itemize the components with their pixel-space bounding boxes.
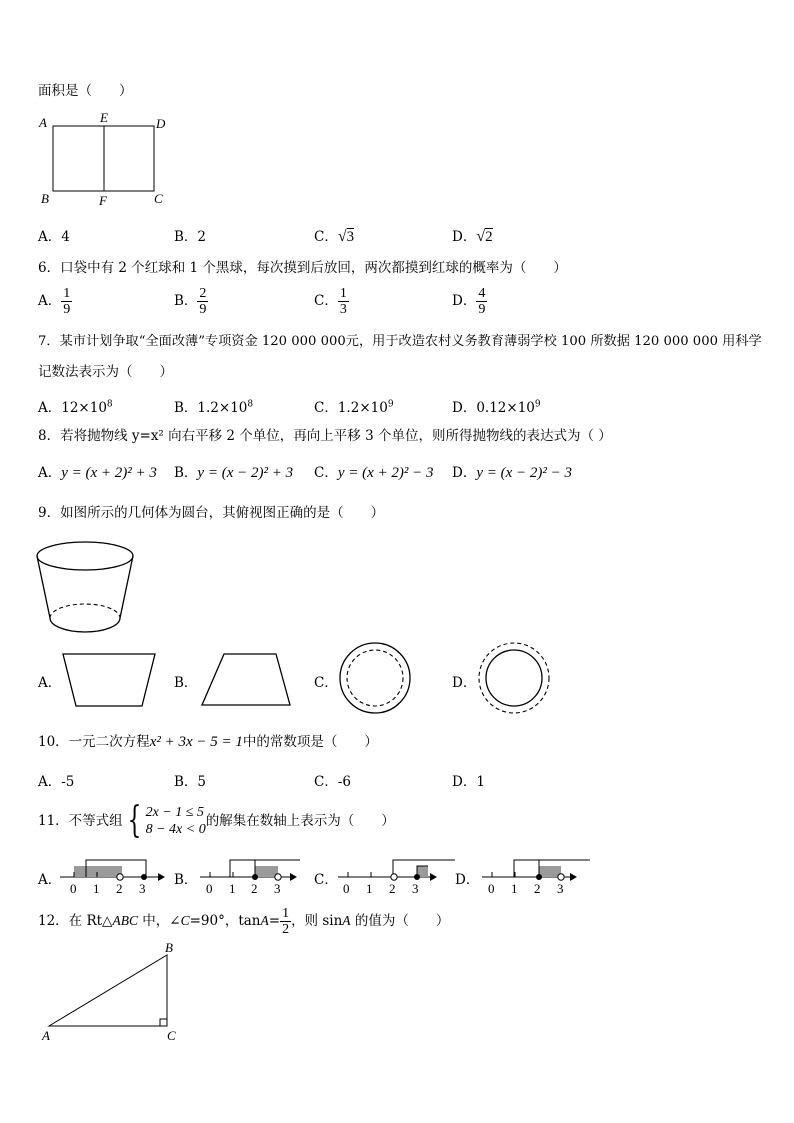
option-letter: D．: [452, 465, 477, 481]
inequality-2: 8 − 4x < 0: [145, 822, 206, 837]
option-text: 2: [485, 229, 493, 245]
q11-suffix: 的解集在数轴上表示为（ ）: [205, 813, 395, 829]
label-f: F: [99, 193, 107, 208]
fraction: $\frac{1}{3}$: [339, 286, 347, 317]
option-letter: B．: [174, 465, 198, 481]
tick-1: 1: [93, 881, 100, 896]
q11-option-c-letter[interactable]: C．: [314, 872, 338, 888]
q6-stem: 6．口袋中有 2 个红球和 1 个黑球，每次摸到后放回，两次都摸到红球的概率为（ ）: [38, 260, 567, 276]
option-letter: C．: [314, 465, 338, 481]
q11-prefix: 11．不等式组: [38, 813, 123, 829]
q8-stem: 8．若将抛物线 y=x² 向右平移 2 个单位，再向上平移 3 个单位，则所得抛物线的表达式为（ ）: [38, 428, 612, 444]
svg-text:0: 0: [206, 881, 213, 896]
option-letter: B．: [174, 774, 198, 790]
option-letter: C．: [314, 400, 338, 416]
option-letter: C．: [314, 229, 338, 245]
q7-stem-line1: 7．某市计划争取“全面改薄”专项资金 120 000 000元，用于改造农村义务教育薄弱学校 100 所数据 120 000 000 用科学: [38, 334, 762, 349]
left-brace-icon: {: [127, 800, 142, 841]
label-b: B: [41, 191, 49, 206]
exponent: 8: [106, 399, 113, 410]
option-letter: A．: [38, 229, 62, 245]
option-letter: B．: [174, 229, 198, 245]
option-text: -6: [337, 774, 351, 790]
q11-option-b-letter[interactable]: B．: [174, 872, 198, 888]
option-text: 2: [197, 229, 207, 245]
label-e: E: [100, 110, 108, 125]
q12-stem: 12．在 Rt△ABC 中，∠C=90°，tanA= $\frac{1}{2}$ ，则 sinA 的值为（ ）: [38, 906, 450, 937]
q7-stem-line2: 记数法表示为（ ）: [38, 364, 173, 380]
label-b: B: [165, 940, 173, 955]
option-letter: C．: [314, 293, 338, 309]
svg-text:3: 3: [557, 881, 564, 896]
q11-option-a-letter[interactable]: A．: [38, 872, 62, 888]
option-letter: A．: [38, 293, 62, 309]
option-letter: C．: [314, 675, 338, 691]
option-letter: A．: [38, 675, 62, 691]
option-text: -5: [61, 774, 75, 790]
option-text: 4: [61, 229, 70, 245]
tick-0: 0: [70, 881, 77, 896]
svg-text:3: 3: [274, 881, 281, 896]
svg-text:2: 2: [251, 881, 258, 896]
option-text: 1.2×10: [337, 400, 388, 416]
option-letter: A．: [38, 774, 62, 790]
q10-prefix: 10．一元二次方程: [38, 734, 150, 750]
tick-3: 3: [139, 881, 146, 896]
fraction: $\frac{2}{9}$: [199, 286, 207, 317]
exponent: 9: [387, 399, 394, 410]
option-letter: D．: [452, 229, 477, 245]
option-text: 0.12×10: [476, 400, 535, 416]
inequality-1: 2x − 1 ≤ 5: [145, 805, 204, 820]
q10-equation: x² + 3x − 5 = 1: [149, 734, 243, 750]
svg-text:1: 1: [229, 881, 236, 896]
option-expression: y = (x + 2)² + 3: [61, 465, 157, 481]
option-letter: B．: [174, 293, 198, 309]
sqrt-icon: √: [476, 228, 486, 245]
label-c: C: [154, 191, 163, 206]
exponent: 9: [534, 399, 541, 410]
option-text: 1.2×10: [197, 400, 248, 416]
option-letter: D．: [452, 293, 477, 309]
svg-text:2: 2: [534, 881, 541, 896]
label-a: A: [39, 115, 47, 130]
svg-text:0: 0: [488, 881, 495, 896]
option-letter: A．: [38, 400, 62, 416]
option-letter: D．: [452, 675, 477, 691]
tick-2: 2: [116, 881, 123, 896]
option-letter: D．: [452, 400, 477, 416]
fraction: $\frac{1}{9}$: [63, 286, 71, 317]
label-c: C: [167, 1028, 176, 1043]
option-text: 3: [346, 229, 355, 245]
svg-text:1: 1: [511, 881, 518, 896]
option-text: 5: [197, 774, 207, 790]
svg-text:3: 3: [412, 881, 419, 896]
option-letter: D．: [452, 774, 477, 790]
option-text: 1: [476, 774, 485, 790]
option-letter: A．: [38, 465, 62, 481]
label-a: A: [42, 1028, 50, 1043]
option-expression: y = (x − 2)² + 3: [197, 465, 294, 481]
option-text: 12×10: [61, 400, 107, 416]
svg-text:1: 1: [366, 881, 373, 896]
sqrt-icon: √: [337, 228, 347, 245]
svg-text:0: 0: [343, 881, 350, 896]
q11-option-d-letter[interactable]: D．: [455, 872, 480, 888]
option-expression: y = (x − 2)² − 3: [476, 465, 572, 481]
fraction: $\frac{1}{2}$: [282, 906, 290, 937]
option-letter: B．: [174, 400, 198, 416]
q9-stem: 9．如图所示的几何体为圆台，其俯视图正确的是（ ）: [38, 505, 385, 521]
q10-suffix: 中的常数项是（ ）: [242, 734, 378, 750]
label-d: D: [156, 116, 166, 131]
option-letter: B．: [174, 675, 198, 691]
svg-text:2: 2: [389, 881, 396, 896]
option-letter: C．: [314, 774, 338, 790]
fraction: $\frac{4}{9}$: [478, 286, 486, 317]
option-expression: y = (x + 2)² − 3: [337, 465, 434, 481]
q5-stem-tail: 面积是（ ）: [38, 83, 133, 99]
exponent: 8: [247, 399, 254, 410]
